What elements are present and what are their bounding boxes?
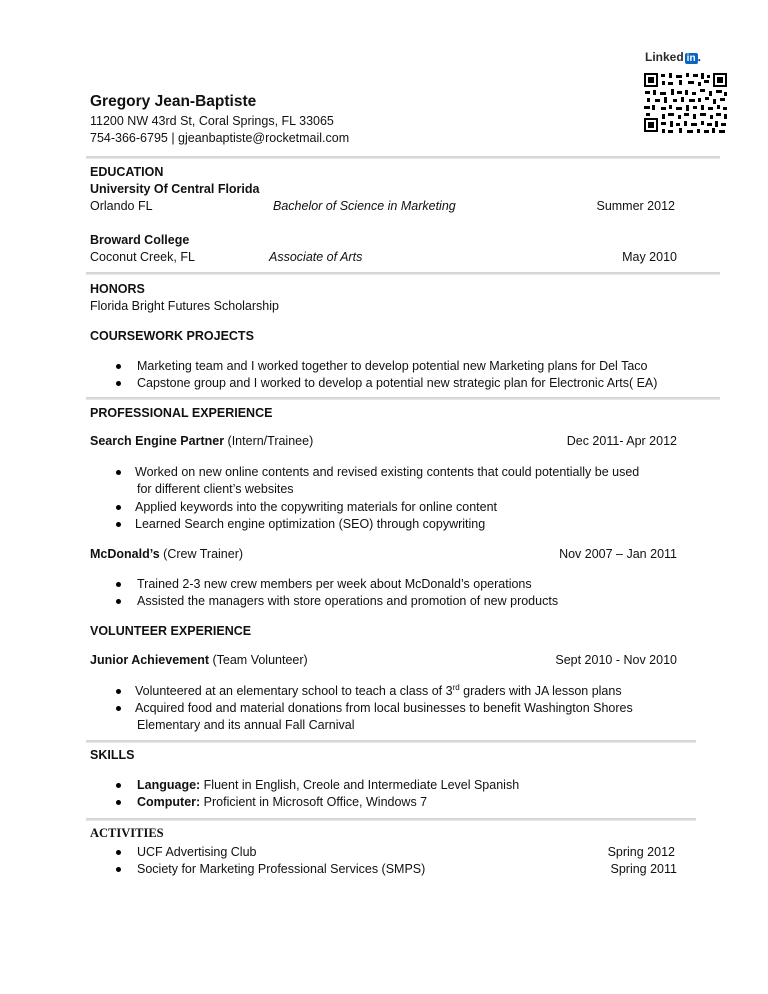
school-degree: Bachelor of Science in Marketing [273, 199, 456, 213]
experience-heading: PROFESSIONAL EXPERIENCE [90, 406, 273, 420]
volunteer-heading: VOLUNTEER EXPERIENCE [90, 624, 252, 638]
qr-code-icon [643, 72, 729, 134]
list-item: Acquired food and material donations from local businesses to benefit Washington Shores [135, 701, 633, 715]
list-item: Worked on new online contents and revised existing contents that could potentially be used [135, 465, 640, 479]
volunteer-dates: Sept 2010 - Nov 2010 [555, 653, 677, 667]
activity-date: Spring 2012 [607, 845, 675, 859]
activity-name: Society for Marketing Professional Services (SMPS) [137, 862, 426, 876]
bullet-icon [116, 364, 121, 369]
list-item: Capstone group and I worked to develop a potential new strategic plan for Electronic Arts( EA) [137, 376, 658, 390]
bullet-icon [116, 582, 121, 587]
honors-heading: HONORS [90, 282, 145, 296]
bullet-icon [116, 800, 121, 805]
school-name: Broward College [90, 233, 190, 247]
bullet-icon [116, 783, 121, 788]
bullet-icon [116, 850, 121, 855]
address: 11200 NW 43rd St, Coral Springs, FL 33065 [90, 114, 334, 128]
section-divider [86, 397, 720, 400]
bullet-icon [116, 381, 121, 386]
section-divider [86, 272, 720, 275]
volunteer-title-line [90, 652, 308, 669]
job-title-line [90, 546, 243, 563]
list-item-continuation: for different client’s websites [137, 482, 294, 496]
education-heading: EDUCATION [90, 165, 164, 179]
bullet-icon [116, 505, 121, 510]
school-degree: Associate of Arts [269, 250, 363, 264]
list-item-continuation: Elementary and its annual Fall Carnival [137, 718, 355, 732]
school-location: Coconut Creek, FL [90, 250, 195, 264]
list-item: Assisted the managers with store operations and promotion of new products [137, 594, 559, 608]
list-item: Applied keywords into the copywriting materials for online content [135, 500, 497, 514]
list-item: Trained 2-3 new crew members per week about McDonald’s operations [137, 577, 532, 591]
skill-item: Language: Fluent in English, Creole and Intermediate Level Spanish [137, 778, 520, 792]
school-date: May 2010 [622, 250, 677, 264]
bullet-icon [116, 706, 121, 711]
job-company: McDonald’s [90, 547, 160, 561]
section-divider [86, 156, 720, 159]
bullet-icon [116, 470, 121, 475]
activity-date: Spring 2011 [610, 862, 677, 876]
section-divider [86, 818, 696, 821]
job-company: Search Engine Partner [90, 434, 225, 448]
contact-info: 754-366-6795 | gjeanbaptiste@rocketmail.com [90, 131, 350, 145]
skills-heading: SKILLS [90, 748, 135, 762]
skill-item: Computer: Proficient in Microsoft Office, Windows 7 [137, 795, 428, 809]
honors-item: Florida Bright Futures Scholarship [90, 299, 279, 313]
activity-name: UCF Advertising Club [137, 845, 257, 859]
bullet-icon [116, 689, 121, 694]
section-divider [86, 740, 696, 743]
school-date: Summer 2012 [596, 199, 675, 213]
school-location: Orlando FL [90, 199, 153, 213]
bullet-icon [116, 599, 121, 604]
bullet-icon [116, 522, 121, 527]
job-dates: Nov 2007 – Jan 2011 [559, 547, 677, 561]
school-name: University Of Central Florida [90, 182, 260, 196]
volunteer-role: (Team Volunteer) [209, 653, 308, 667]
job-role: (Crew Trainer) [159, 547, 244, 561]
candidate-name: Gregory Jean-Baptiste [90, 93, 257, 110]
volunteer-org: Junior Achievement [90, 653, 210, 667]
coursework-heading: COURSEWORK PROJECTS [90, 329, 254, 343]
job-title-line [90, 433, 313, 450]
list-item: Learned Search engine optimization (SEO) through copywriting [135, 517, 486, 531]
job-role: (Intern/Trainee) [224, 434, 314, 448]
list-item: Volunteered at an elementary school to teach a class of 3rd graders with JA lesson plans [135, 682, 622, 698]
job-dates: Dec 2011- Apr 2012 [566, 434, 677, 448]
bullet-icon [116, 867, 121, 872]
activities-heading: ACTIVITIES [90, 826, 164, 840]
list-item: Marketing team and I worked together to develop potential new Marketing plans for Del Taco [137, 359, 648, 373]
linkedin-logo: Linked in . [645, 50, 701, 64]
